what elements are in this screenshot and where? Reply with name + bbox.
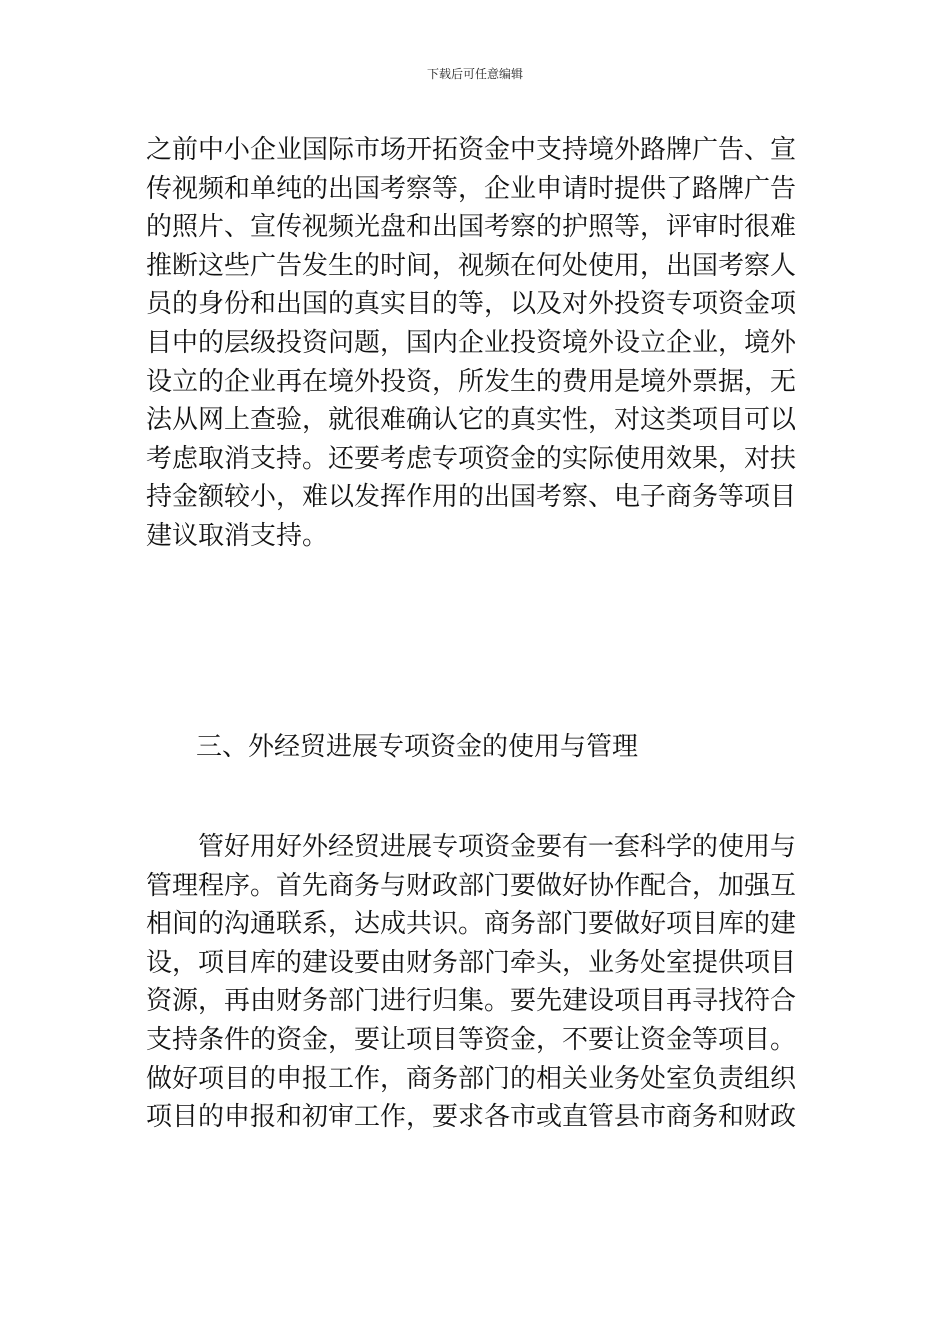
paragraph-1 (146, 131, 806, 556)
paragraph-line: 员的身份和出国的真实目的等，以及对外投资专项资金项 (146, 289, 797, 320)
paragraph-line: 设立的企业再在境外投资，所发生的费用是境外票据，无 (146, 366, 797, 397)
paragraph-line: 推断这些广告发生的时间，视频在何处使用，出国考察人 (146, 250, 797, 281)
section-heading: 三、外经贸进展专项资金的使用与管理 (196, 732, 639, 762)
paragraph-line: 持金额较小，难以发挥作用的出国考察、电子商务等项目 (146, 482, 797, 513)
paragraph-line: 法从网上查验，就很难确认它的真实性，对这类项目可以 (146, 405, 797, 436)
paragraph-line: 相间的沟通联系，达成共识。商务部门要做好项目库的建 (146, 909, 797, 940)
paragraph-line: 目中的层级投资问题，国内企业投资境外设立企业，境外 (146, 327, 797, 358)
paragraph-line: 管理程序。首先商务与财政部门要做好协作配合，加强互 (146, 870, 797, 901)
paragraph-line: 传视频和单纯的出国考察等，企业申请时提供了路牌广告 (146, 173, 797, 204)
paragraph-line: 之前中小企业国际市场开拓资金中支持境外路牌广告、宣 (146, 135, 797, 165)
paragraph-2 (146, 828, 806, 1137)
paragraph-line: 的照片、宣传视频光盘和出国考察的护照等，评审时很难 (146, 212, 797, 243)
paragraph-line: 建议取消支持。 (146, 520, 329, 551)
paragraph-line: 管好用好外经贸进展专项资金要有一套科学的使用与 (146, 832, 797, 862)
paragraph-line: 资源，再由财务部门进行归集。要先建设项目再寻找符合 (146, 986, 797, 1017)
paragraph-line: 支持条件的资金，要让项目等资金，不要让资金等项目。 (146, 1024, 797, 1055)
page-header: 下载后可任意编辑 (426, 67, 523, 81)
paragraph-line: 考虑取消支持。还要考虑专项资金的实际使用效果，对扶 (146, 443, 797, 474)
paragraph-line: 设，项目库的建设要由财务部门牵头，业务处室提供项目 (146, 947, 797, 978)
paragraph-line: 项目的申报和初审工作，要求各市或直管县市商务和财政 (146, 1102, 797, 1133)
paragraph-line: 做好项目的申报工作，商务部门的相关业务处室负责组织 (146, 1063, 797, 1094)
